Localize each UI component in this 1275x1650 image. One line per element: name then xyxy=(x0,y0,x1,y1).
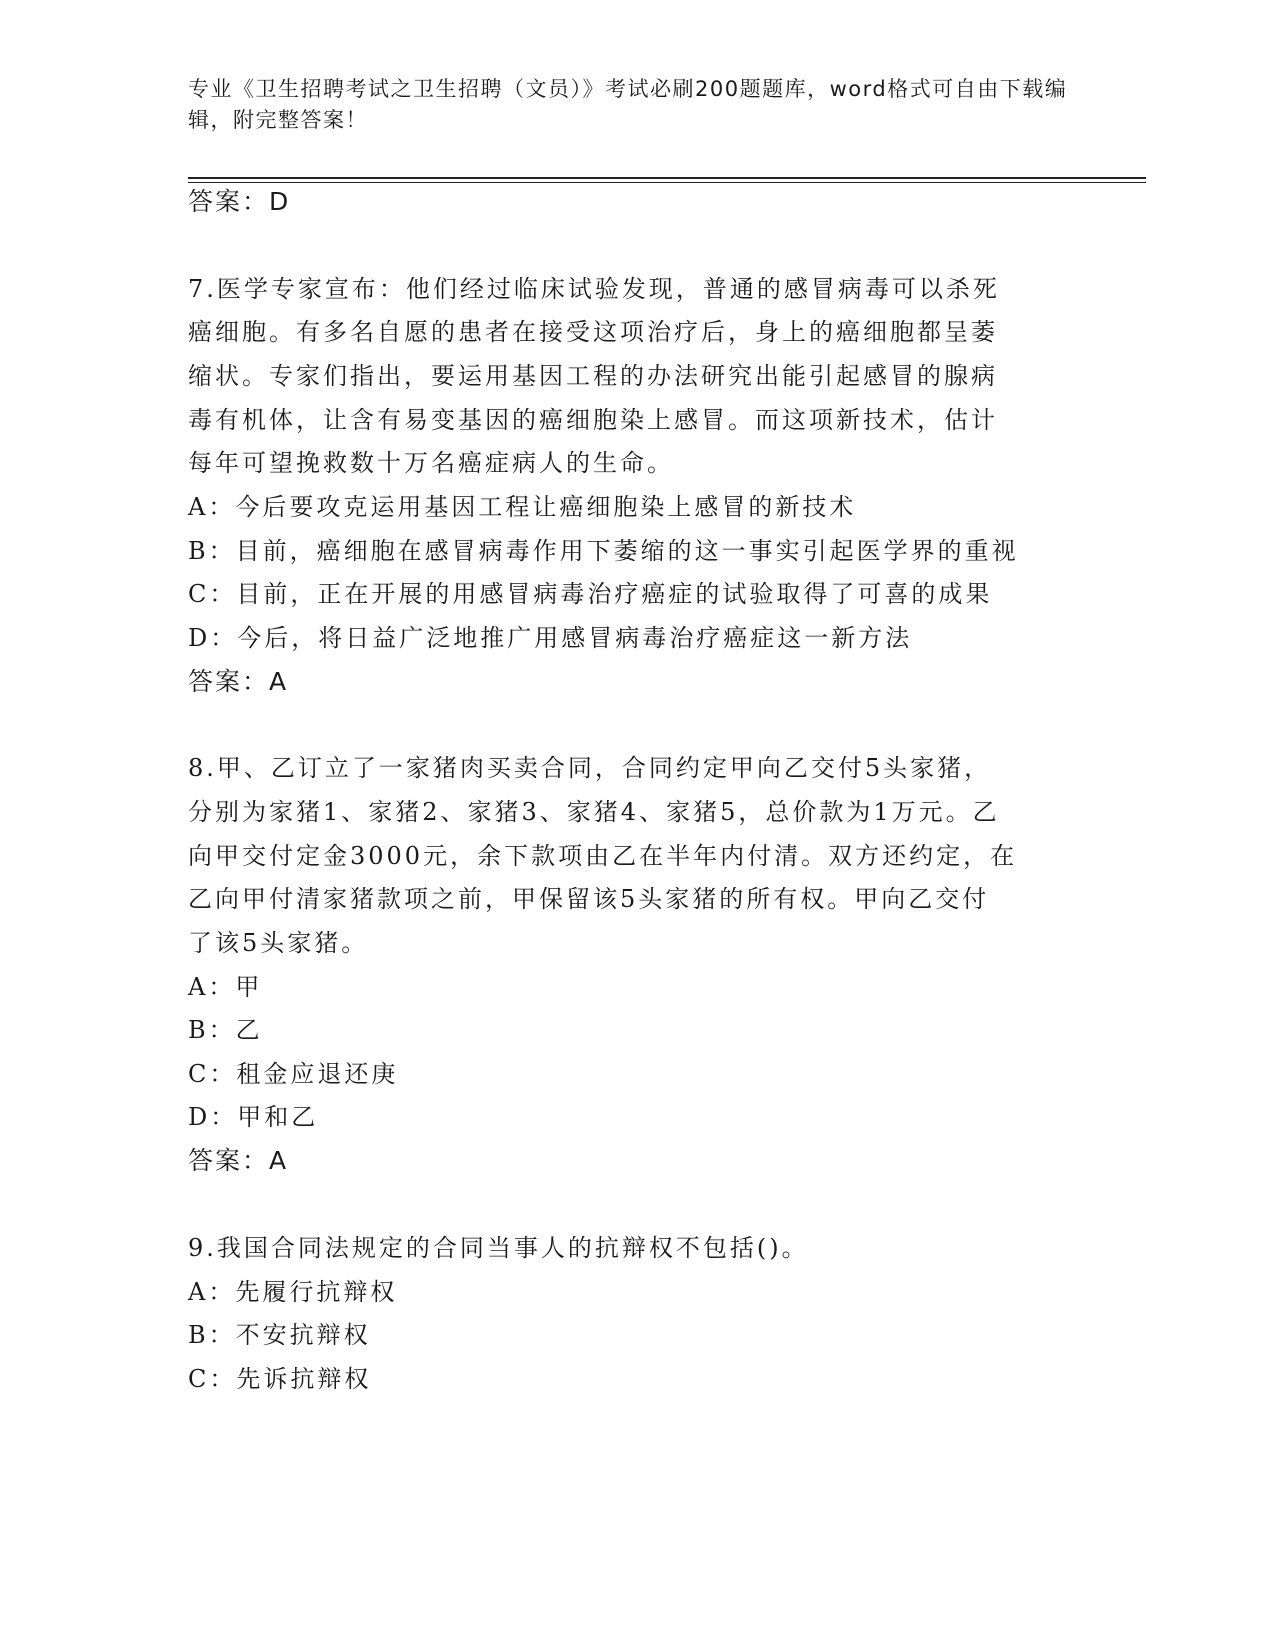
question-7-line: 7.医学专家宣布：他们经过临床试验发现，普通的感冒病毒可以杀死 xyxy=(188,275,1000,303)
question-8-line: 向甲交付定金3000元，余下款项由乙在半年内付清。双方还约定，在 xyxy=(188,842,1018,870)
question-8-option-d: D：甲和乙 xyxy=(188,1103,319,1131)
question-7-option-d: D：今后，将日益广泛地推广用感冒病毒治疗癌症这一新方法 xyxy=(188,624,913,652)
question-7-option-b: B：目前，癌细胞在感冒病毒作用下萎缩的这一事实引起医学界的重视 xyxy=(188,537,1019,565)
question-7-line: 毒有机体，让含有易变基因的癌细胞染上感冒。而这项新技术，估计 xyxy=(188,406,998,434)
question-9-option-b: B：不安抗辩权 xyxy=(188,1321,371,1349)
question-8-line: 了该5头家猪。 xyxy=(188,929,369,957)
question-7-line: 癌细胞。有多名自愿的患者在接受这项治疗后，身上的癌细胞都呈萎 xyxy=(188,318,998,346)
question-7-option-a: A：今后要攻克运用基因工程让癌细胞染上感冒的新技术 xyxy=(188,493,857,521)
question-7-line: 每年可望挽救数十万名癌症病人的生命。 xyxy=(188,449,674,477)
question-9-option-c: C：先诉抗辩权 xyxy=(188,1365,372,1393)
question-9-option-a: A：先履行抗辩权 xyxy=(188,1278,398,1306)
question-7-line: 缩状。专家们指出，要运用基因工程的办法研究出能引起感冒的腺病 xyxy=(188,362,998,390)
answer-previous: 答案：D xyxy=(188,187,291,216)
question-8-line: 乙向甲付清家猪款项之前，甲保留该5头家猪的所有权。甲向乙交付 xyxy=(188,885,990,913)
question-8-line: 分别为家猪1、家猪2、家猪3、家猪4、家猪5，总价款为1万元。乙 xyxy=(188,798,1000,826)
header-divider-thick xyxy=(188,177,1146,179)
question-8-answer: 答案：A xyxy=(188,1146,289,1175)
question-9-line: 9.我国合同法规定的合同当事人的抗辩权不包括()。 xyxy=(188,1234,809,1262)
question-8-option-b: B：乙 xyxy=(188,1016,263,1044)
question-8-option-a: A：甲 xyxy=(188,973,263,1001)
question-7-answer: 答案：A xyxy=(188,667,289,696)
page-header: 专业《卫生招聘考试之卫生招聘（文员）》考试必刷200题题库，word格式可自由下载编辑，附完整答案！ xyxy=(188,77,1068,132)
question-8-option-c: C：租金应退还庚 xyxy=(188,1060,399,1088)
header-divider-thin xyxy=(188,182,1146,183)
question-8-line: 8.甲、乙订立了一家猪肉买卖合同，合同约定甲向乙交付5头家猪， xyxy=(188,754,992,782)
question-7-option-c: C：目前，正在开展的用感冒病毒治疗癌症的试验取得了可喜的成果 xyxy=(188,580,993,608)
